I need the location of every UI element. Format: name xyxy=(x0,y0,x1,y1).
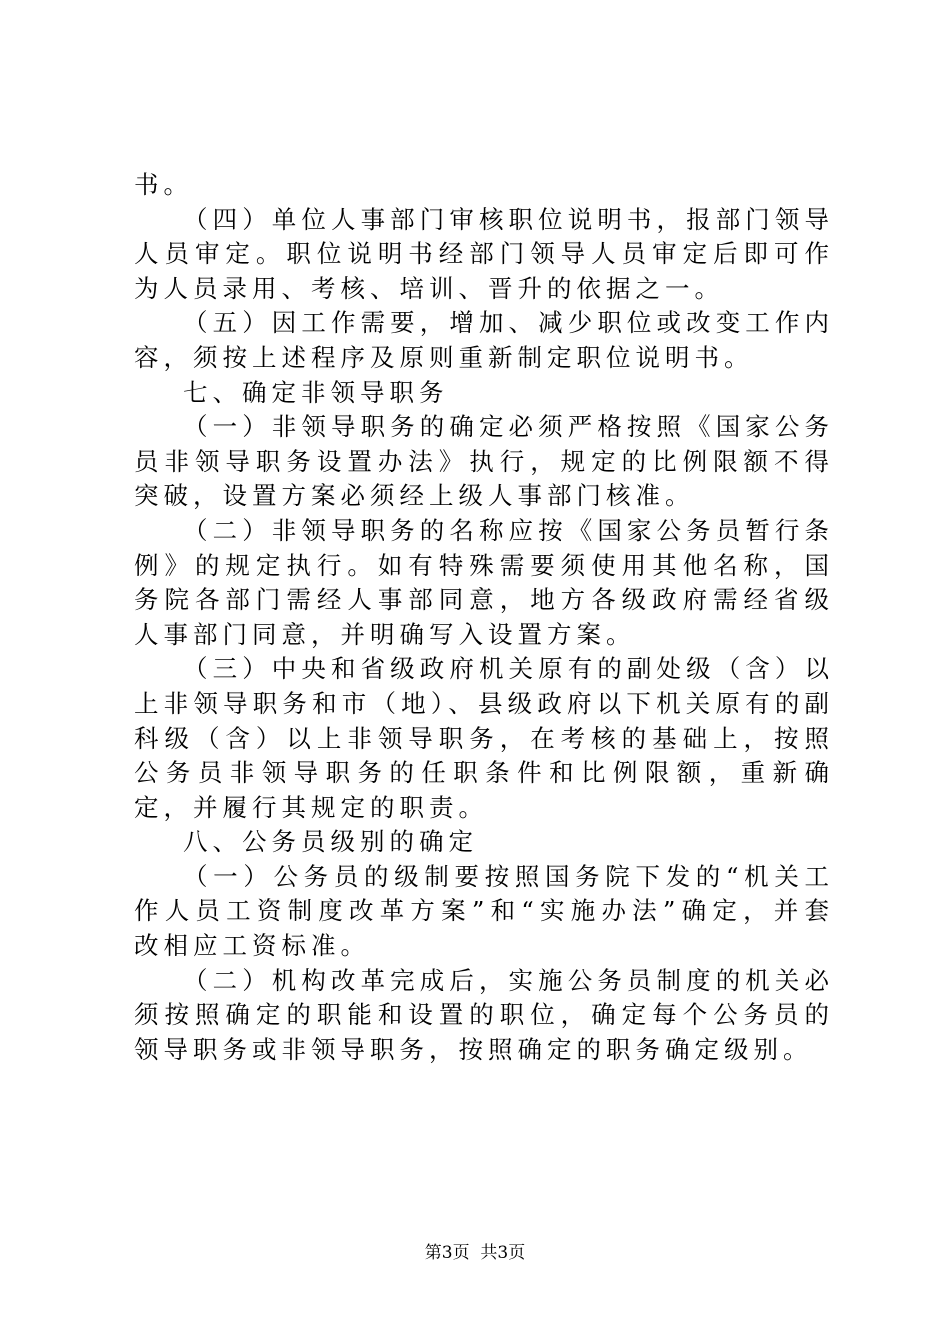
paragraph: （二）机构改革完成后，实施公务员制度的机关必须按照确定的职能和设置的职位，确定每个公务员的领导职务或非领导职务，按照确定的职务确定级别。 xyxy=(134,965,834,1064)
paragraph: （三）中央和省级政府机关原有的副处级（含）以上非领导职务和市（地）、县级政府以下机关原有的副科级（含）以上非领导职务，在考核的基础上，按照公务员非领导职务的任职条件和比例限额，重新确定，并履行其规定的职责。 xyxy=(134,654,834,822)
paragraph: （四）单位人事部门审核职位说明书，报部门领导人员审定。职位说明书经部门领导人员审定后即可作为人员录用、考核、培训、晋升的依据之一。 xyxy=(134,204,834,303)
paragraph: （一）公务员的级制要按照国务院下发的“机关工作人员工资制度改革方案”和“实施办法”确定，并套改相应工资标准。 xyxy=(134,861,834,961)
page-footer xyxy=(0,1241,950,1265)
paragraph: （二）非领导职务的名称应按《国家公务员暂行条例》的规定执行。如有特殊需要须使用其他名称，国务院各部门需经人事部同意，地方各级政府需经省级人事部门同意，并明确写入设置方案。 xyxy=(134,515,834,649)
paragraph: （一）非领导职务的确定必须严格按照《国家公务员非领导职务设置办法》执行，规定的比例限额不得突破，设置方案必须经上级人事部门核准。 xyxy=(134,412,834,511)
document-body xyxy=(134,168,834,1067)
paragraph: （五）因工作需要，增加、减少职位或改变工作内容，须按上述程序及原则重新制定职位说明书。 xyxy=(134,308,834,372)
section-heading: 八、公务员级别的确定 xyxy=(183,827,478,857)
page-number: 第3页 共3页 xyxy=(424,1243,526,1263)
section-heading: 七、确定非领导职务 xyxy=(183,377,449,407)
paragraph: 书。 xyxy=(134,170,193,199)
